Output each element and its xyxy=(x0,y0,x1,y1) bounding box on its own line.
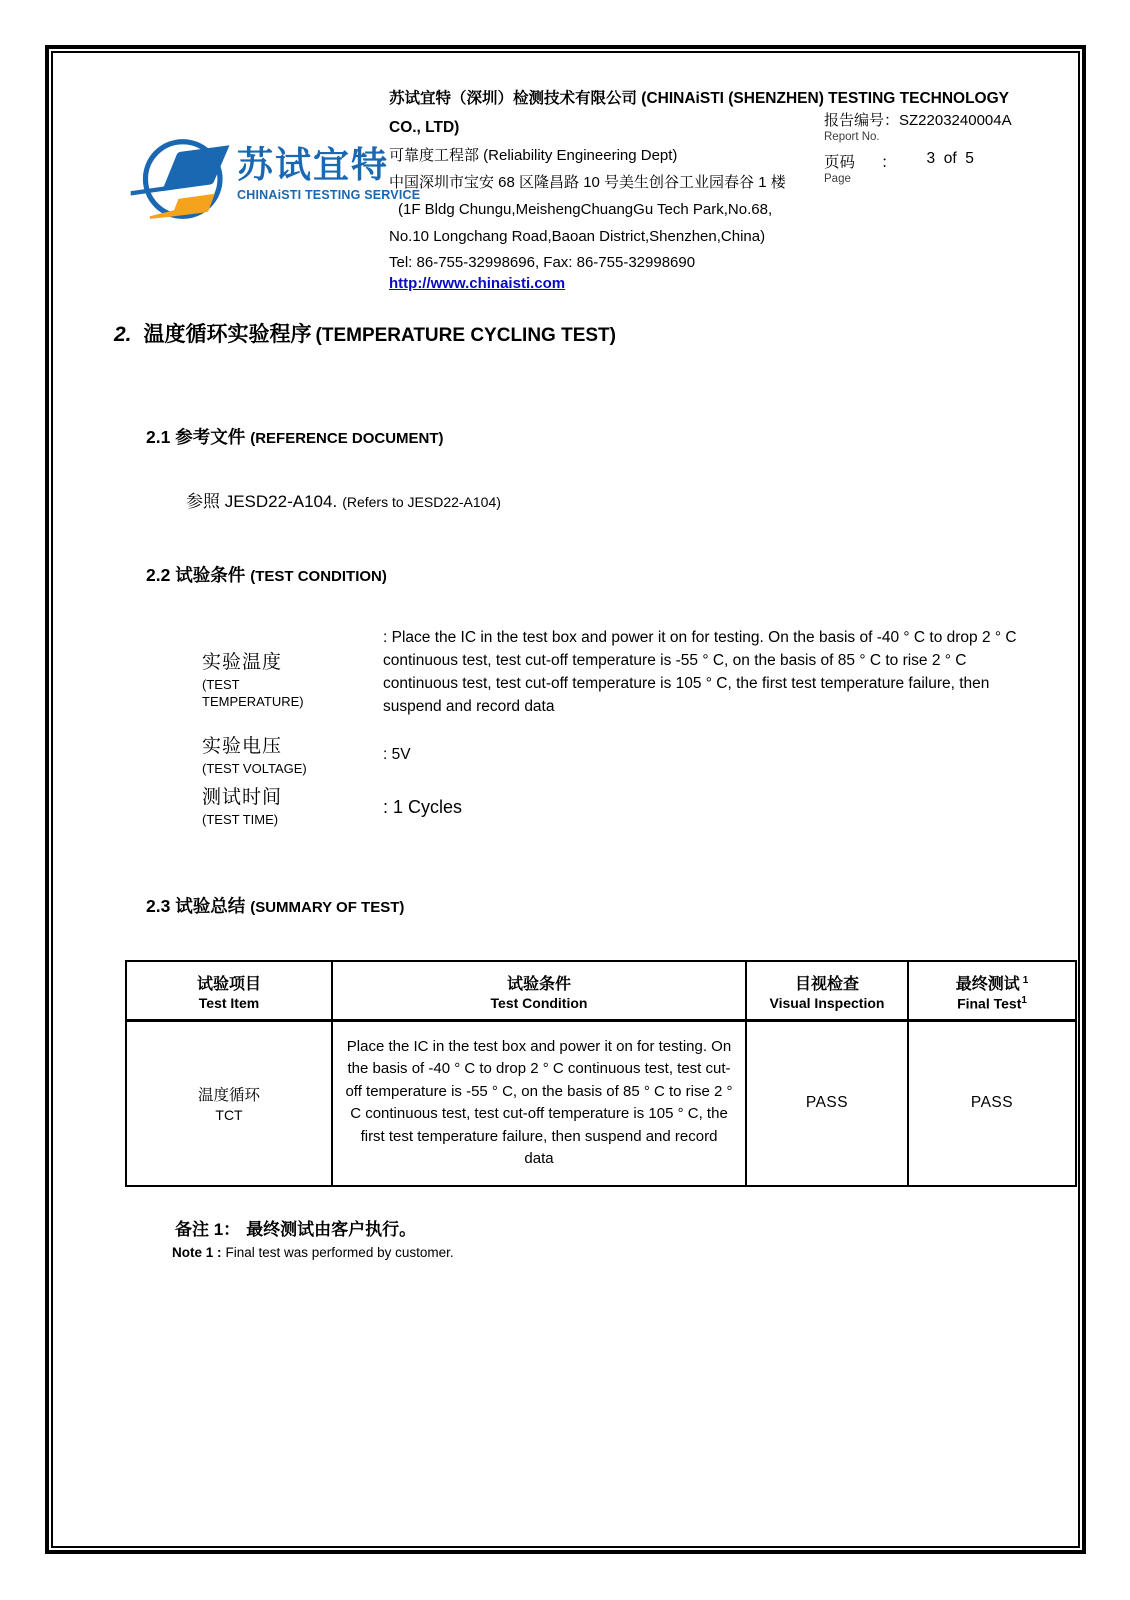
col-header-zh: 试验项目 xyxy=(196,976,261,994)
condition-label xyxy=(202,782,383,829)
report-header xyxy=(89,83,1042,294)
section-2-title-zh: 温度循环实验程序 xyxy=(143,323,312,347)
address-en-line2: No.10 Longchang Road,Baoan District,Shenzhen,China) xyxy=(389,228,766,246)
page-border-outer xyxy=(45,45,1086,1554)
condition-label xyxy=(202,627,383,719)
condition-label-en: (TEST TEMPERATURE) xyxy=(202,677,304,710)
table-row xyxy=(126,1020,1076,1186)
report-meta-block xyxy=(824,109,1036,185)
condition-label xyxy=(202,731,383,778)
col-header-final-test xyxy=(908,961,1076,1020)
report-no-line xyxy=(824,109,1036,130)
col-header-zh: 最终测试 $^1$ xyxy=(955,974,1029,993)
col-header-visual-inspection xyxy=(746,961,908,1020)
report-no-label-en: Report No. xyxy=(824,131,880,143)
cell-test-condition: Place the IC in the test box and power it on for testing. On the basis of -40 ° C to drop 2 ° C continuous test, test cut-off temperature is -55 ° C, on the basis of 85 ° C to rise 2 ° C continuous test, test cut-off temperature is 105 ° C, the first test temperature failure, then suspend and record data xyxy=(332,1020,746,1186)
reference-en: (Refers to JESD22-A104) xyxy=(342,494,501,511)
condition-label-zh: 实验电压 xyxy=(202,736,283,758)
condition-value: : Place the IC in the test box and power it on for testing. On the basis of -40 ° C to drop 2 ° C continuous test, test cut-off temperature is -55 ° C, on the basis of 85 ° C to rise 2 ° C continuous test, test cut-off temperature is 105 ° C, the first test temperature failure, then suspend and record data xyxy=(383,629,1017,716)
department-line: 可靠度工程部 (Reliability Engineering Dept) xyxy=(389,147,678,165)
address-en-line1: (1F Bldg Chungu,MeishengChuangGu Tech Park,No.68, xyxy=(398,201,773,219)
col-header-zh: 目视检查 xyxy=(794,976,859,994)
company-name: 苏试宜特（深圳）检测技术有限公司 (CHINAiSTI (SHENZHEN) TESTING TECHNOLOGY CO., LTD) xyxy=(389,90,1009,136)
condition-label-zh: 实验温度 xyxy=(202,652,283,674)
page-label-en: Page xyxy=(824,173,851,185)
condition-label-zh: 测试时间 xyxy=(202,786,283,808)
section-22-heading-en: (TEST CONDITION) xyxy=(250,568,387,586)
logo-zh-text: 苏试宜特 xyxy=(237,144,390,185)
cell-test-item xyxy=(126,1020,332,1186)
section-21-heading-zh: 2.1 参考文件 xyxy=(146,427,246,448)
section-2-number: 2. xyxy=(114,323,132,347)
section-22-heading xyxy=(146,562,1042,587)
note-1-zh-text: 最终测试由客户执行。 xyxy=(246,1220,417,1240)
condition-row-voltage xyxy=(202,731,1042,778)
condition-label-en: (TEST TIME) xyxy=(202,811,279,827)
website-link[interactable]: http://www.chinaisti.com xyxy=(389,275,566,293)
section-22-heading-zh: 2.2 试验条件 xyxy=(146,565,246,586)
chinaisti-logo xyxy=(129,133,421,225)
test-conditions xyxy=(202,627,1042,829)
page-no-line xyxy=(824,150,1036,172)
page-label-zh: 页码 xyxy=(824,154,856,171)
cell-visual-inspection: PASS xyxy=(746,1020,908,1186)
page-colon: ： xyxy=(881,154,897,171)
condition-row-time xyxy=(202,782,1042,829)
condition-value: : 5V xyxy=(383,746,411,764)
note-1-zh xyxy=(175,1215,1042,1240)
chinaisti-logo-icon xyxy=(129,133,233,225)
tel-fax-line: Tel: 86-755-32998696, Fax: 86-755-32998690 xyxy=(389,254,696,272)
col-header-zh: 试验条件 xyxy=(506,976,571,994)
section-23-heading-zh: 2.3 试验总结 xyxy=(146,895,246,916)
table-header-row xyxy=(126,961,1076,1020)
col-header-en: Final Test$^1$ xyxy=(957,994,1027,1012)
section-21-heading-en: (REFERENCE DOCUMENT) xyxy=(250,430,444,448)
col-header-test-condition xyxy=(332,961,746,1020)
report-no-value: SZ2203240004A xyxy=(899,112,1012,129)
condition-label-en: (TEST VOLTAGE) xyxy=(202,761,307,777)
test-item-en: TCT xyxy=(215,1107,243,1124)
note-1-en xyxy=(172,1245,1042,1260)
col-header-en: Test Condition xyxy=(490,995,588,1012)
reference-zh: 参照 JESD22-A104. xyxy=(186,492,338,512)
summary-of-test-table xyxy=(125,960,1077,1187)
cell-final-test: PASS xyxy=(908,1020,1076,1186)
note-1-en-text: Final test was performed by customer. xyxy=(225,1245,454,1261)
col-header-en: Visual Inspection xyxy=(769,995,885,1012)
page-value: 3 of 5 xyxy=(926,150,974,167)
test-item-zh: 温度循环 xyxy=(197,1087,260,1105)
section-23-heading-en: (SUMMARY OF TEST) xyxy=(250,898,405,916)
logo-en-text: CHINAiSTI TESTING SERVICE xyxy=(237,187,421,202)
section-23-heading xyxy=(146,893,1042,918)
website-line xyxy=(389,273,1042,294)
note-1-en-label: Note 1 : xyxy=(172,1245,222,1261)
page-border-inner xyxy=(51,51,1080,1548)
col-header-en: Test Item xyxy=(198,995,260,1012)
note-1-zh-label: 备注 1： xyxy=(175,1220,241,1240)
section-21-heading xyxy=(146,424,1042,449)
col-header-test-item xyxy=(126,961,332,1020)
condition-row-temperature xyxy=(202,627,1042,719)
section-2-title-en: (TEMPERATURE CYCLING TEST) xyxy=(315,325,616,347)
report-no-label-zh: 报告编号： xyxy=(824,112,900,129)
header-company-info xyxy=(389,83,1042,294)
address-zh-line: 中国深圳市宝安 68 区隆昌路 10 号美生创谷工业园春谷 1 楼 xyxy=(389,174,786,192)
condition-value: : 1 Cycles xyxy=(383,796,463,817)
reference-document-text xyxy=(186,487,1042,512)
logo-area xyxy=(89,83,421,294)
section-2-title xyxy=(114,318,1042,348)
